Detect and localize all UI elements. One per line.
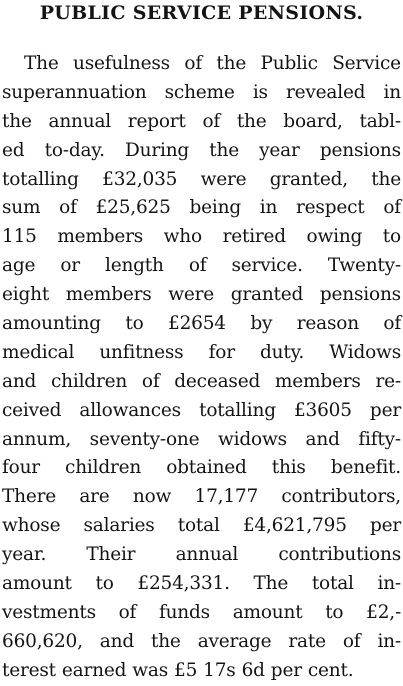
word: retired: [222, 226, 286, 248]
word: deceased: [174, 370, 261, 392]
word: Widows: [329, 341, 401, 363]
word: to-day.: [44, 139, 105, 161]
word: pensions: [319, 139, 401, 161]
word: report: [127, 110, 186, 132]
word: of: [184, 53, 202, 74]
article-line: [2, 166, 401, 195]
word: or: [60, 255, 80, 277]
word: annual: [175, 544, 239, 566]
word: The: [24, 53, 59, 74]
word: scheme: [164, 81, 235, 103]
word: 660,620,: [2, 630, 83, 652]
word: £4,621,795: [242, 515, 347, 537]
word: per: [369, 399, 401, 421]
word: in: [259, 197, 278, 219]
word: amount: [2, 573, 72, 595]
article-line: [2, 108, 401, 137]
word: of: [118, 601, 137, 623]
word: board,: [283, 110, 343, 132]
word: were: [200, 168, 247, 190]
word: year: [259, 139, 300, 161]
word: tabl-: [359, 110, 401, 132]
article-line: [2, 368, 401, 397]
word: 17s: [203, 659, 236, 681]
word: per: [369, 515, 401, 537]
word: to: [125, 313, 144, 335]
word: of: [342, 630, 361, 652]
article-line: [2, 570, 401, 599]
word: reason: [296, 313, 359, 335]
word: service.: [231, 255, 303, 277]
word: in: [383, 81, 401, 103]
word: £3605: [293, 399, 352, 421]
word: the: [150, 630, 181, 652]
word: of: [59, 197, 77, 219]
word: now: [132, 486, 172, 508]
headline: PUBLIC SERVICE PENSIONS.: [39, 2, 364, 24]
article-line: [2, 426, 401, 455]
word: £2,-: [366, 601, 401, 623]
word: is: [252, 81, 268, 103]
word: members: [57, 226, 144, 248]
word: the: [2, 110, 32, 132]
word: allowances: [79, 399, 181, 421]
word: seventy-one: [89, 428, 200, 450]
word: children: [51, 370, 128, 392]
word: earned: [61, 659, 127, 681]
word: superannuation: [2, 81, 147, 103]
article-line: [2, 541, 401, 570]
word: totalling: [2, 168, 79, 190]
word: and: [2, 370, 37, 392]
word: members: [65, 284, 152, 306]
word: sum: [2, 197, 41, 219]
word: were: [168, 284, 215, 306]
word: unfitness: [99, 341, 184, 363]
word: of: [383, 197, 401, 219]
article-line: [2, 137, 401, 166]
word: £32,035: [102, 168, 178, 190]
article-line: [2, 194, 401, 223]
word: respect: [296, 197, 365, 219]
word: fifty-: [358, 428, 401, 450]
word: annum,: [2, 428, 71, 450]
word: amounting: [2, 313, 101, 335]
article-body: [2, 50, 401, 686]
word: contributions: [278, 544, 401, 566]
word: £5: [174, 659, 198, 681]
word: During: [124, 139, 190, 161]
word: average: [197, 630, 272, 652]
word: Public: [260, 53, 318, 74]
word: granted,: [269, 168, 348, 190]
word: contributors,: [281, 486, 401, 508]
word: and: [305, 428, 340, 450]
word: funds: [158, 601, 210, 623]
word: children: [65, 457, 142, 479]
word: £2654: [168, 313, 226, 335]
word: this: [271, 457, 306, 479]
word: benefit.: [330, 457, 401, 479]
word: total: [177, 515, 220, 537]
word: for: [208, 341, 235, 363]
word: usefulness: [73, 53, 170, 74]
article-line: [2, 310, 401, 339]
word: owing: [306, 226, 363, 248]
word: Service: [332, 53, 401, 74]
word: revealed: [286, 81, 366, 103]
word: the: [209, 139, 239, 161]
word: to: [325, 601, 344, 623]
word: totalling: [199, 399, 276, 421]
word: year.: [2, 544, 47, 566]
word: by: [250, 313, 273, 335]
word: £254,331.: [137, 573, 230, 595]
article-line: [2, 223, 401, 252]
word: being: [189, 197, 241, 219]
word: was: [132, 659, 168, 681]
word: amount: [232, 601, 303, 623]
word: and: [99, 630, 134, 652]
article-line: [2, 599, 401, 628]
article-line: [2, 339, 401, 368]
word: ed: [2, 139, 25, 161]
word: vestments: [2, 601, 96, 623]
word: medical: [2, 341, 75, 363]
article-line: [2, 281, 401, 310]
article-line: [2, 454, 401, 483]
word: in-: [377, 573, 401, 595]
word: who: [163, 226, 202, 248]
word: are: [79, 486, 110, 508]
article-line: [2, 397, 401, 426]
article-line: [2, 79, 401, 108]
word: of: [383, 313, 401, 335]
word: the: [236, 110, 267, 132]
word: of: [188, 255, 207, 277]
word: Twenty-: [327, 255, 401, 277]
word: There: [2, 486, 56, 508]
article-line: [2, 657, 401, 686]
word: widows: [218, 428, 287, 450]
article-line: [2, 252, 401, 281]
word: re-: [375, 370, 401, 392]
article-line: [2, 483, 401, 512]
word: of: [141, 370, 160, 392]
word: four: [2, 457, 40, 479]
word: rate: [288, 630, 326, 652]
word: to: [95, 573, 114, 595]
word: members: [274, 370, 361, 392]
word: whose: [2, 515, 61, 537]
word: terest: [2, 659, 56, 681]
word: annual: [48, 110, 112, 132]
word: of: [202, 110, 221, 132]
word: £25,625: [95, 197, 171, 219]
word: in-: [377, 630, 401, 652]
word: total: [311, 573, 354, 595]
word: the: [216, 53, 247, 74]
word: duty.: [260, 341, 305, 363]
word: obtained: [166, 457, 247, 479]
word: 6d: [241, 659, 265, 681]
word: ceived: [2, 399, 62, 421]
article-line: [2, 512, 401, 541]
word: the: [371, 168, 401, 190]
word: salaries: [83, 515, 155, 537]
word: 17,177: [194, 486, 259, 508]
word: to: [382, 226, 401, 248]
word: 115: [2, 226, 37, 248]
word: cent.: [307, 659, 354, 681]
word: The: [253, 573, 289, 595]
article-line: [2, 628, 401, 657]
word: pensions: [319, 284, 401, 306]
article-line: [2, 50, 401, 79]
word: Their: [86, 544, 136, 566]
word: age: [2, 255, 36, 277]
word: eight: [2, 284, 50, 306]
word: granted: [230, 284, 304, 306]
word: length: [104, 255, 164, 277]
word: per: [270, 659, 302, 681]
